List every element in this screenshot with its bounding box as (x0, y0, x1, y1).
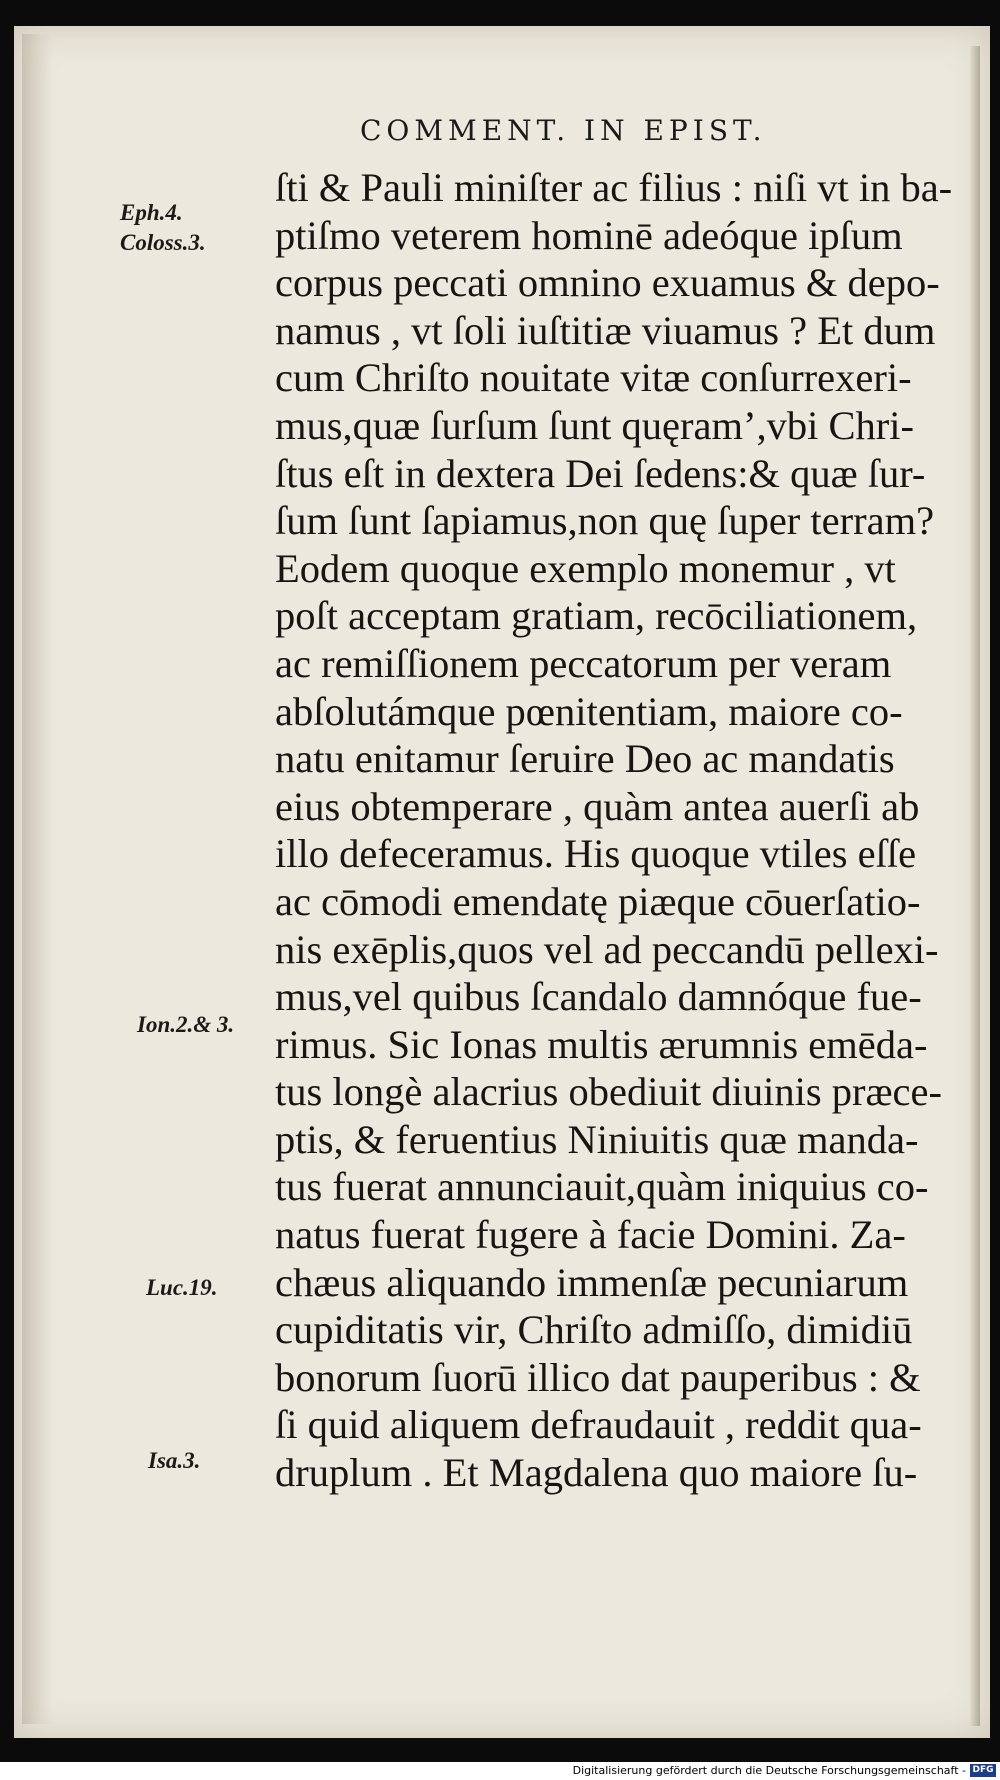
text-line: cupiditatis vir, Chriſto admiſſo, dimidiū (275, 1307, 913, 1353)
margin-note-ephesians: Eph.4. (120, 200, 183, 225)
text-line: ac cōmodi emendatę piæque cōuerſatio- (275, 878, 921, 924)
text-line: corpus peccati omnino exuamus & depo- (275, 260, 940, 306)
footer-credit: Digitalisierung gefördert durch die Deutsche Forschungsgemeinschaft - (572, 1764, 966, 1777)
margin-note-isaiah: Isa.3. (148, 1448, 201, 1473)
margin-note-jonah: Ion.2.& 3. (137, 1012, 235, 1037)
text-line: eius obtemperare , quàm antea auerſi ab (275, 783, 920, 829)
text-line: chæus aliquando immenſæ pecuniarum (275, 1259, 909, 1305)
text-line: mus,quæ ſurſum ſunt quęram’,vbi Chri- (275, 402, 914, 448)
dfg-logo: DFG (970, 1764, 996, 1777)
text-line: illo defeceramus. His quoque vtiles eſſe (275, 831, 917, 877)
text-line: natu enitamur ſeruire Deo ac mandatis (275, 736, 895, 782)
text-line: ſtus eſt in dextera Dei ſedens:& quæ ſur- (275, 450, 926, 496)
text-line: ſti & Pauli miniſter ac filius : niſi vt in ba- (275, 165, 953, 210)
text-line: druplum . Et Magdalena quo maiore ſu- (275, 1450, 918, 1496)
text-line: ſi quid aliquem defraudauit , reddit qua- (275, 1402, 922, 1448)
text-line: bonorum ſuorū illico dat pauperibus : & (275, 1354, 921, 1400)
text-line: namus , vt ſoli iuſtitiæ viuamus ? Et dum (275, 307, 936, 353)
page-gutter-shadow (22, 34, 52, 1724)
text-line: ac remiſſionem peccatorum per veram (275, 640, 892, 686)
text-line: tus fuerat annunciauit,quàm iniquius co- (275, 1164, 929, 1210)
body-text (275, 164, 975, 1497)
text-line: abſolutámque pœnitentiam, maiore co- (275, 688, 903, 734)
text-line: rimus. Sic Ionas multis ærumnis emēda- (275, 1021, 928, 1067)
text-line: nis exēplis,quos vel ad peccandū pellexi- (275, 926, 939, 972)
text-line: tus longè alacrius obediuit diuinis præce- (275, 1069, 942, 1115)
margin-note-luke: Luc.19. (146, 1275, 218, 1300)
text-line: cum Chriſto nouitate vitæ conſurrexeri- (275, 355, 912, 401)
text-line: ptiſmo veterem hominē adeóque ipſum (275, 212, 903, 258)
text-line: poſt acceptam gratiam, recōciliationem, (275, 593, 918, 639)
text-line: natus fuerat fugere à facie Domini. Za- (275, 1212, 906, 1258)
text-line: mus,vel quibus ſcandalo damnóque fue- (275, 974, 922, 1020)
text-line: ſum ſunt ſapiamus,non quę ſuper terram? (275, 498, 935, 544)
text-line: Eodem quoque exemplo monemur , vt (275, 545, 896, 591)
margin-note-colossians: Coloss.3. (120, 230, 206, 255)
text-line: ptis, & feruentius Niniuitis quæ manda- (275, 1116, 919, 1162)
running-header: COMMENT. IN EPIST. (360, 114, 767, 147)
